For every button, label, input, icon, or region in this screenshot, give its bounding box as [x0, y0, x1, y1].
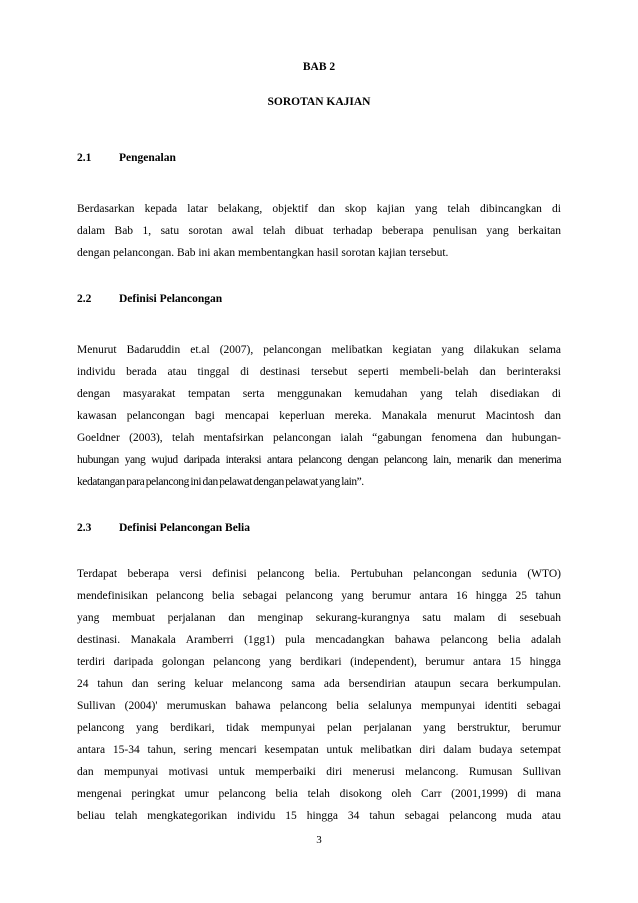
section-heading-2-3	[77, 522, 250, 534]
section-title: Definisi Pelancongan	[119, 293, 223, 305]
section-number: 2.1	[77, 152, 92, 164]
page-number: 3	[316, 834, 322, 846]
paragraph-line: hubungan yang wujud daripada interaksi antara pelancong dengan pelancong lain, menarik dan menerima	[77, 454, 561, 466]
section-number: 2.3	[77, 522, 92, 534]
section-title: Definisi Pelancongan Belia	[119, 522, 250, 534]
paragraph-line: Goeldner (2003), telah mentafsirkan pelancongan ialah “gabungan fenomena dan hubungan-	[77, 432, 561, 444]
paragraph-line: destinasi. Manakala Aramberri (1gg1) pula mencadangkan bahawa pelancong belia adalah	[77, 634, 561, 646]
paragraph-line: pelancong yang berdikari, tidak mempunyai pelan perjalanan yang berstruktur, berumur	[77, 722, 561, 734]
section-heading-2-2	[77, 293, 222, 305]
paragraph-definisi-pelancongan-belia	[77, 563, 561, 827]
section-heading-2-1	[77, 152, 176, 164]
paragraph-line: kedatangan para pelancong ini dan pelawat dengan pelawat yang lain”.	[77, 476, 364, 488]
paragraph-definisi-pelancongan	[77, 339, 561, 493]
paragraph-line: Berdasarkan kepada latar belakang, objektif dan skop kajian yang telah dibincangkan di	[77, 203, 561, 215]
chapter-title: SOROTAN KAJIAN	[267, 96, 371, 108]
paragraph-line: beliau telah mengkategorikan individu 15 hingga 34 tahun sebagai pelancong muda atau	[77, 810, 561, 822]
section-title: Pengenalan	[119, 152, 176, 164]
paragraph-line: mendefinisikan pelancong belia sebagai pelancong yang berumur antara 16 hingga 25 tahun	[77, 590, 561, 602]
paragraph-line: 24 tahun dan sering keluar melancong sama ada bersendirian ataupun secara berkumpulan.	[77, 678, 561, 690]
paragraph-line: dan mempunyai motivasi untuk memperbaiki diri menerusi melancong. Rumusan Sullivan	[77, 766, 561, 778]
paragraph-line: individu berada atau tinggal di destinasi tersebut seperti membeli-belah dan berinteraksi	[77, 366, 561, 378]
paragraph-pengenalan	[77, 198, 561, 264]
paragraph-line: Sullivan (2004)' merumuskan bahawa pelancong belia selalunya mempunyai identiti sebagai	[77, 700, 561, 712]
chapter-number: BAB 2	[302, 61, 336, 73]
paragraph-line: yang membuat perjalanan dan menginap sekurang-kurangnya satu malam di sesebuah	[77, 612, 561, 624]
paragraph-line: Terdapat beberapa versi definisi pelancong belia. Pertubuhan pelancongan sedunia (WTO)	[77, 568, 561, 580]
paragraph-line: dengan pelancongan. Bab ini akan membentangkan hasil sorotan kajian tersebut.	[77, 247, 449, 259]
section-number: 2.2	[77, 293, 92, 305]
paragraph-line: Menurut Badaruddin et.al (2007), pelancongan melibatkan kegiatan yang dilakukan selama	[77, 344, 561, 356]
paragraph-line: antara 15-34 tahun, sering mencari kesempatan untuk melibatkan diri dalam budaya setempat	[77, 744, 561, 756]
paragraph-line: dalam Bab 1, satu sorotan awal telah dibuat terhadap beberapa penulisan yang berkaitan	[77, 225, 561, 237]
paragraph-line: terdiri daripada golongan pelancong yang berdikari (independent), berumur antara 15 hingga	[77, 656, 561, 668]
paragraph-line: dengan masyarakat tempatan serta menggunakan kemudahan yang telah disediakan di	[77, 388, 561, 400]
paragraph-line: kawasan pelancongan bagi mencapai keperluan mereka. Manakala menurut Macintosh dan	[77, 410, 561, 422]
paragraph-line: mengenai peringkat umur pelancong belia telah disokong oleh Carr (2001,1999) di mana	[77, 788, 561, 800]
